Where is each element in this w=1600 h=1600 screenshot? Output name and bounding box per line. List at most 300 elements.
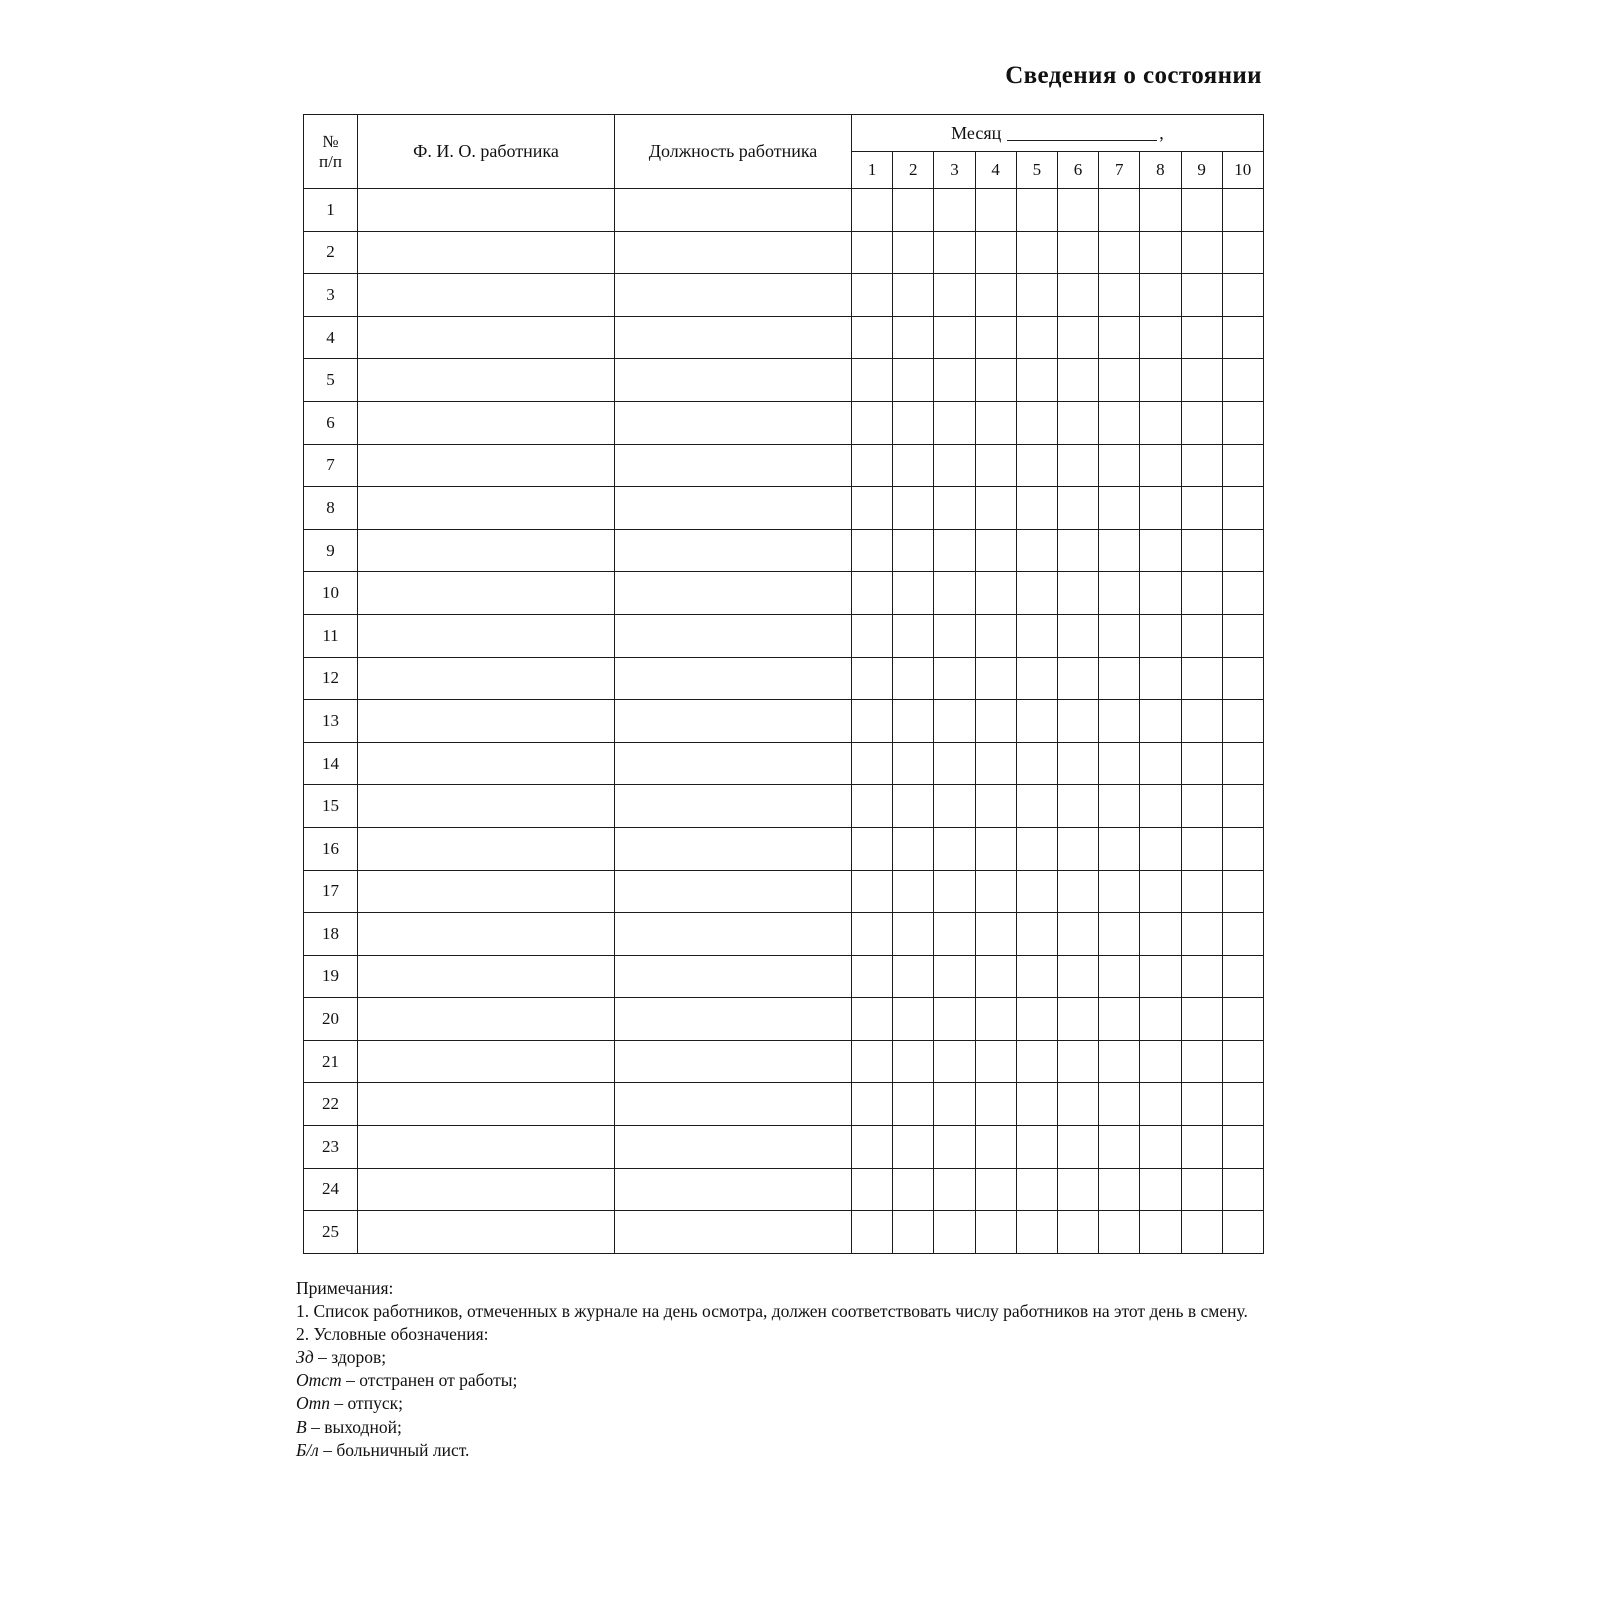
day-cell[interactable] <box>1140 401 1181 444</box>
day-cell[interactable] <box>934 487 975 530</box>
day-cell[interactable] <box>1222 1126 1263 1169</box>
fio-cell[interactable] <box>358 700 615 743</box>
day-cell[interactable] <box>1140 487 1181 530</box>
day-cell[interactable] <box>893 998 934 1041</box>
fio-cell[interactable] <box>358 189 615 232</box>
day-cell[interactable] <box>1181 742 1222 785</box>
day-cell[interactable] <box>1099 742 1140 785</box>
day-cell[interactable] <box>1181 1126 1222 1169</box>
day-cell[interactable] <box>1222 700 1263 743</box>
day-cell[interactable] <box>934 1083 975 1126</box>
day-cell[interactable] <box>1181 913 1222 956</box>
day-cell[interactable] <box>1099 870 1140 913</box>
day-cell[interactable] <box>1222 529 1263 572</box>
day-cell[interactable] <box>1057 870 1098 913</box>
day-cell[interactable] <box>852 827 893 870</box>
fio-cell[interactable] <box>358 1168 615 1211</box>
day-cell[interactable] <box>1016 274 1057 317</box>
day-cell[interactable] <box>852 1168 893 1211</box>
day-cell[interactable] <box>1181 401 1222 444</box>
day-cell[interactable] <box>852 487 893 530</box>
day-cell[interactable] <box>1057 657 1098 700</box>
position-cell[interactable] <box>615 785 852 828</box>
day-cell[interactable] <box>1099 1126 1140 1169</box>
fio-cell[interactable] <box>358 1211 615 1254</box>
day-cell[interactable] <box>1016 231 1057 274</box>
day-cell[interactable] <box>1057 614 1098 657</box>
day-cell[interactable] <box>893 572 934 615</box>
day-cell[interactable] <box>1016 401 1057 444</box>
day-cell[interactable] <box>975 444 1016 487</box>
day-cell[interactable] <box>893 189 934 232</box>
day-cell[interactable] <box>1057 1126 1098 1169</box>
day-cell[interactable] <box>1181 657 1222 700</box>
fio-cell[interactable] <box>358 231 615 274</box>
day-cell[interactable] <box>852 913 893 956</box>
day-cell[interactable] <box>1099 913 1140 956</box>
day-cell[interactable] <box>1140 231 1181 274</box>
day-cell[interactable] <box>1181 444 1222 487</box>
position-cell[interactable] <box>615 913 852 956</box>
day-cell[interactable] <box>934 572 975 615</box>
day-cell[interactable] <box>1140 700 1181 743</box>
day-cell[interactable] <box>893 487 934 530</box>
day-cell[interactable] <box>1181 359 1222 402</box>
day-cell[interactable] <box>1181 1040 1222 1083</box>
day-cell[interactable] <box>934 1168 975 1211</box>
position-cell[interactable] <box>615 359 852 402</box>
day-cell[interactable] <box>1140 785 1181 828</box>
day-cell[interactable] <box>1099 1168 1140 1211</box>
day-cell[interactable] <box>1222 1040 1263 1083</box>
day-cell[interactable] <box>852 700 893 743</box>
position-cell[interactable] <box>615 1126 852 1169</box>
position-cell[interactable] <box>615 955 852 998</box>
day-cell[interactable] <box>893 401 934 444</box>
day-cell[interactable] <box>934 913 975 956</box>
day-cell[interactable] <box>934 189 975 232</box>
day-cell[interactable] <box>1140 1083 1181 1126</box>
day-cell[interactable] <box>975 742 1016 785</box>
day-cell[interactable] <box>934 1040 975 1083</box>
day-cell[interactable] <box>852 657 893 700</box>
day-cell[interactable] <box>852 614 893 657</box>
day-cell[interactable] <box>1016 913 1057 956</box>
fio-cell[interactable] <box>358 529 615 572</box>
day-cell[interactable] <box>1222 870 1263 913</box>
fio-cell[interactable] <box>358 572 615 615</box>
day-cell[interactable] <box>975 231 1016 274</box>
day-cell[interactable] <box>1099 316 1140 359</box>
day-cell[interactable] <box>1140 444 1181 487</box>
day-cell[interactable] <box>1222 189 1263 232</box>
day-cell[interactable] <box>934 231 975 274</box>
day-cell[interactable] <box>852 316 893 359</box>
day-cell[interactable] <box>1099 529 1140 572</box>
day-cell[interactable] <box>1222 1168 1263 1211</box>
day-cell[interactable] <box>1099 1211 1140 1254</box>
day-cell[interactable] <box>893 1083 934 1126</box>
day-cell[interactable] <box>1222 657 1263 700</box>
day-cell[interactable] <box>975 998 1016 1041</box>
day-cell[interactable] <box>975 274 1016 317</box>
day-cell[interactable] <box>1057 742 1098 785</box>
day-cell[interactable] <box>1222 572 1263 615</box>
day-cell[interactable] <box>934 998 975 1041</box>
fio-cell[interactable] <box>358 1126 615 1169</box>
day-cell[interactable] <box>975 529 1016 572</box>
day-cell[interactable] <box>852 1083 893 1126</box>
day-cell[interactable] <box>1016 870 1057 913</box>
position-cell[interactable] <box>615 189 852 232</box>
day-cell[interactable] <box>893 742 934 785</box>
day-cell[interactable] <box>934 444 975 487</box>
day-cell[interactable] <box>852 785 893 828</box>
day-cell[interactable] <box>1181 189 1222 232</box>
day-cell[interactable] <box>1140 1040 1181 1083</box>
day-cell[interactable] <box>852 444 893 487</box>
day-cell[interactable] <box>1140 998 1181 1041</box>
day-cell[interactable] <box>975 657 1016 700</box>
position-cell[interactable] <box>615 487 852 530</box>
day-cell[interactable] <box>893 657 934 700</box>
day-cell[interactable] <box>1222 316 1263 359</box>
fio-cell[interactable] <box>358 785 615 828</box>
day-cell[interactable] <box>1222 827 1263 870</box>
position-cell[interactable] <box>615 1211 852 1254</box>
position-cell[interactable] <box>615 700 852 743</box>
day-cell[interactable] <box>975 913 1016 956</box>
fio-cell[interactable] <box>358 444 615 487</box>
day-cell[interactable] <box>975 487 1016 530</box>
day-cell[interactable] <box>975 955 1016 998</box>
day-cell[interactable] <box>893 1126 934 1169</box>
day-cell[interactable] <box>1099 827 1140 870</box>
fio-cell[interactable] <box>358 1040 615 1083</box>
day-cell[interactable] <box>852 572 893 615</box>
day-cell[interactable] <box>893 614 934 657</box>
fio-cell[interactable] <box>358 359 615 402</box>
day-cell[interactable] <box>1057 827 1098 870</box>
day-cell[interactable] <box>893 955 934 998</box>
day-cell[interactable] <box>975 785 1016 828</box>
day-cell[interactable] <box>893 274 934 317</box>
position-cell[interactable] <box>615 572 852 615</box>
day-cell[interactable] <box>1140 614 1181 657</box>
day-cell[interactable] <box>1140 1211 1181 1254</box>
position-cell[interactable] <box>615 742 852 785</box>
day-cell[interactable] <box>1181 700 1222 743</box>
day-cell[interactable] <box>934 955 975 998</box>
position-cell[interactable] <box>615 657 852 700</box>
day-cell[interactable] <box>1222 614 1263 657</box>
day-cell[interactable] <box>1222 359 1263 402</box>
day-cell[interactable] <box>1016 1040 1057 1083</box>
day-cell[interactable] <box>1099 1083 1140 1126</box>
day-cell[interactable] <box>893 785 934 828</box>
day-cell[interactable] <box>893 870 934 913</box>
fio-cell[interactable] <box>358 955 615 998</box>
day-cell[interactable] <box>1057 913 1098 956</box>
day-cell[interactable] <box>1016 785 1057 828</box>
fio-cell[interactable] <box>358 657 615 700</box>
day-cell[interactable] <box>934 827 975 870</box>
day-cell[interactable] <box>1057 1040 1098 1083</box>
position-cell[interactable] <box>615 529 852 572</box>
day-cell[interactable] <box>893 1168 934 1211</box>
day-cell[interactable] <box>975 1211 1016 1254</box>
day-cell[interactable] <box>1057 700 1098 743</box>
position-cell[interactable] <box>615 401 852 444</box>
day-cell[interactable] <box>1016 700 1057 743</box>
day-cell[interactable] <box>1140 316 1181 359</box>
day-cell[interactable] <box>975 1083 1016 1126</box>
day-cell[interactable] <box>1016 955 1057 998</box>
day-cell[interactable] <box>1181 316 1222 359</box>
position-cell[interactable] <box>615 444 852 487</box>
day-cell[interactable] <box>1099 274 1140 317</box>
day-cell[interactable] <box>893 1040 934 1083</box>
day-cell[interactable] <box>1057 401 1098 444</box>
day-cell[interactable] <box>1222 401 1263 444</box>
day-cell[interactable] <box>975 316 1016 359</box>
day-cell[interactable] <box>1181 1083 1222 1126</box>
day-cell[interactable] <box>1016 1083 1057 1126</box>
day-cell[interactable] <box>934 316 975 359</box>
position-cell[interactable] <box>615 1083 852 1126</box>
day-cell[interactable] <box>1016 998 1057 1041</box>
day-cell[interactable] <box>852 1126 893 1169</box>
position-cell[interactable] <box>615 998 852 1041</box>
fio-cell[interactable] <box>358 401 615 444</box>
day-cell[interactable] <box>1222 785 1263 828</box>
day-cell[interactable] <box>975 189 1016 232</box>
day-cell[interactable] <box>1099 444 1140 487</box>
day-cell[interactable] <box>893 700 934 743</box>
day-cell[interactable] <box>1181 231 1222 274</box>
day-cell[interactable] <box>1016 359 1057 402</box>
day-cell[interactable] <box>893 359 934 402</box>
day-cell[interactable] <box>1181 487 1222 530</box>
day-cell[interactable] <box>1016 316 1057 359</box>
day-cell[interactable] <box>1140 189 1181 232</box>
day-cell[interactable] <box>934 870 975 913</box>
day-cell[interactable] <box>852 1211 893 1254</box>
day-cell[interactable] <box>1181 572 1222 615</box>
day-cell[interactable] <box>1140 742 1181 785</box>
day-cell[interactable] <box>934 700 975 743</box>
day-cell[interactable] <box>1057 316 1098 359</box>
day-cell[interactable] <box>1057 955 1098 998</box>
day-cell[interactable] <box>1016 189 1057 232</box>
day-cell[interactable] <box>852 998 893 1041</box>
day-cell[interactable] <box>975 827 1016 870</box>
day-cell[interactable] <box>1181 529 1222 572</box>
day-cell[interactable] <box>1016 827 1057 870</box>
day-cell[interactable] <box>1016 742 1057 785</box>
day-cell[interactable] <box>975 401 1016 444</box>
fio-cell[interactable] <box>358 487 615 530</box>
day-cell[interactable] <box>1181 1168 1222 1211</box>
day-cell[interactable] <box>1181 870 1222 913</box>
day-cell[interactable] <box>1016 1168 1057 1211</box>
position-cell[interactable] <box>615 231 852 274</box>
day-cell[interactable] <box>1222 1083 1263 1126</box>
day-cell[interactable] <box>893 827 934 870</box>
day-cell[interactable] <box>934 359 975 402</box>
day-cell[interactable] <box>1140 955 1181 998</box>
position-cell[interactable] <box>615 1040 852 1083</box>
fio-cell[interactable] <box>358 913 615 956</box>
day-cell[interactable] <box>852 1040 893 1083</box>
day-cell[interactable] <box>975 572 1016 615</box>
day-cell[interactable] <box>893 444 934 487</box>
day-cell[interactable] <box>1057 1168 1098 1211</box>
day-cell[interactable] <box>852 401 893 444</box>
day-cell[interactable] <box>1181 998 1222 1041</box>
day-cell[interactable] <box>934 274 975 317</box>
day-cell[interactable] <box>1222 274 1263 317</box>
day-cell[interactable] <box>1140 913 1181 956</box>
day-cell[interactable] <box>1140 1126 1181 1169</box>
fio-cell[interactable] <box>358 827 615 870</box>
day-cell[interactable] <box>934 614 975 657</box>
day-cell[interactable] <box>1099 614 1140 657</box>
fio-cell[interactable] <box>358 870 615 913</box>
day-cell[interactable] <box>1140 870 1181 913</box>
day-cell[interactable] <box>934 657 975 700</box>
day-cell[interactable] <box>893 1211 934 1254</box>
day-cell[interactable] <box>1222 742 1263 785</box>
day-cell[interactable] <box>1016 444 1057 487</box>
day-cell[interactable] <box>975 614 1016 657</box>
day-cell[interactable] <box>1016 487 1057 530</box>
day-cell[interactable] <box>1181 614 1222 657</box>
day-cell[interactable] <box>934 529 975 572</box>
day-cell[interactable] <box>1140 274 1181 317</box>
day-cell[interactable] <box>1099 572 1140 615</box>
month-fill-line[interactable] <box>1007 126 1157 141</box>
day-cell[interactable] <box>1057 785 1098 828</box>
day-cell[interactable] <box>1016 614 1057 657</box>
day-cell[interactable] <box>1140 572 1181 615</box>
day-cell[interactable] <box>1057 444 1098 487</box>
day-cell[interactable] <box>975 870 1016 913</box>
day-cell[interactable] <box>852 529 893 572</box>
day-cell[interactable] <box>1057 572 1098 615</box>
day-cell[interactable] <box>975 359 1016 402</box>
day-cell[interactable] <box>1057 1211 1098 1254</box>
day-cell[interactable] <box>893 316 934 359</box>
day-cell[interactable] <box>934 1126 975 1169</box>
day-cell[interactable] <box>1016 529 1057 572</box>
day-cell[interactable] <box>852 189 893 232</box>
position-cell[interactable] <box>615 614 852 657</box>
fio-cell[interactable] <box>358 1083 615 1126</box>
day-cell[interactable] <box>1181 274 1222 317</box>
day-cell[interactable] <box>934 401 975 444</box>
day-cell[interactable] <box>1099 401 1140 444</box>
day-cell[interactable] <box>1181 1211 1222 1254</box>
day-cell[interactable] <box>1016 1211 1057 1254</box>
day-cell[interactable] <box>1057 998 1098 1041</box>
day-cell[interactable] <box>1140 657 1181 700</box>
day-cell[interactable] <box>1140 827 1181 870</box>
day-cell[interactable] <box>1099 189 1140 232</box>
day-cell[interactable] <box>1222 955 1263 998</box>
day-cell[interactable] <box>1099 955 1140 998</box>
fio-cell[interactable] <box>358 316 615 359</box>
day-cell[interactable] <box>1099 487 1140 530</box>
day-cell[interactable] <box>975 1168 1016 1211</box>
position-cell[interactable] <box>615 827 852 870</box>
day-cell[interactable] <box>1057 529 1098 572</box>
day-cell[interactable] <box>852 231 893 274</box>
day-cell[interactable] <box>852 955 893 998</box>
position-cell[interactable] <box>615 870 852 913</box>
day-cell[interactable] <box>1057 487 1098 530</box>
day-cell[interactable] <box>1057 274 1098 317</box>
day-cell[interactable] <box>1222 1211 1263 1254</box>
day-cell[interactable] <box>852 742 893 785</box>
position-cell[interactable] <box>615 1168 852 1211</box>
day-cell[interactable] <box>1181 785 1222 828</box>
day-cell[interactable] <box>975 1126 1016 1169</box>
day-cell[interactable] <box>1140 1168 1181 1211</box>
day-cell[interactable] <box>1222 998 1263 1041</box>
day-cell[interactable] <box>975 700 1016 743</box>
day-cell[interactable] <box>1099 657 1140 700</box>
day-cell[interactable] <box>852 274 893 317</box>
day-cell[interactable] <box>1099 231 1140 274</box>
day-cell[interactable] <box>1099 1040 1140 1083</box>
day-cell[interactable] <box>1140 359 1181 402</box>
day-cell[interactable] <box>1057 231 1098 274</box>
day-cell[interactable] <box>1016 657 1057 700</box>
fio-cell[interactable] <box>358 998 615 1041</box>
day-cell[interactable] <box>1057 189 1098 232</box>
day-cell[interactable] <box>934 1211 975 1254</box>
day-cell[interactable] <box>1181 955 1222 998</box>
day-cell[interactable] <box>893 231 934 274</box>
day-cell[interactable] <box>852 359 893 402</box>
day-cell[interactable] <box>1057 359 1098 402</box>
day-cell[interactable] <box>975 1040 1016 1083</box>
fio-cell[interactable] <box>358 742 615 785</box>
position-cell[interactable] <box>615 274 852 317</box>
day-cell[interactable] <box>934 742 975 785</box>
position-cell[interactable] <box>615 316 852 359</box>
day-cell[interactable] <box>1222 444 1263 487</box>
fio-cell[interactable] <box>358 274 615 317</box>
day-cell[interactable] <box>1099 785 1140 828</box>
day-cell[interactable] <box>1016 572 1057 615</box>
day-cell[interactable] <box>1099 359 1140 402</box>
day-cell[interactable] <box>1099 998 1140 1041</box>
day-cell[interactable] <box>893 529 934 572</box>
day-cell[interactable] <box>934 785 975 828</box>
day-cell[interactable] <box>1222 913 1263 956</box>
day-cell[interactable] <box>1181 827 1222 870</box>
day-cell[interactable] <box>893 913 934 956</box>
day-cell[interactable] <box>1222 231 1263 274</box>
day-cell[interactable] <box>1016 1126 1057 1169</box>
day-cell[interactable] <box>1099 700 1140 743</box>
day-cell[interactable] <box>1057 1083 1098 1126</box>
day-cell[interactable] <box>1140 529 1181 572</box>
day-cell[interactable] <box>1222 487 1263 530</box>
day-cell[interactable] <box>852 870 893 913</box>
